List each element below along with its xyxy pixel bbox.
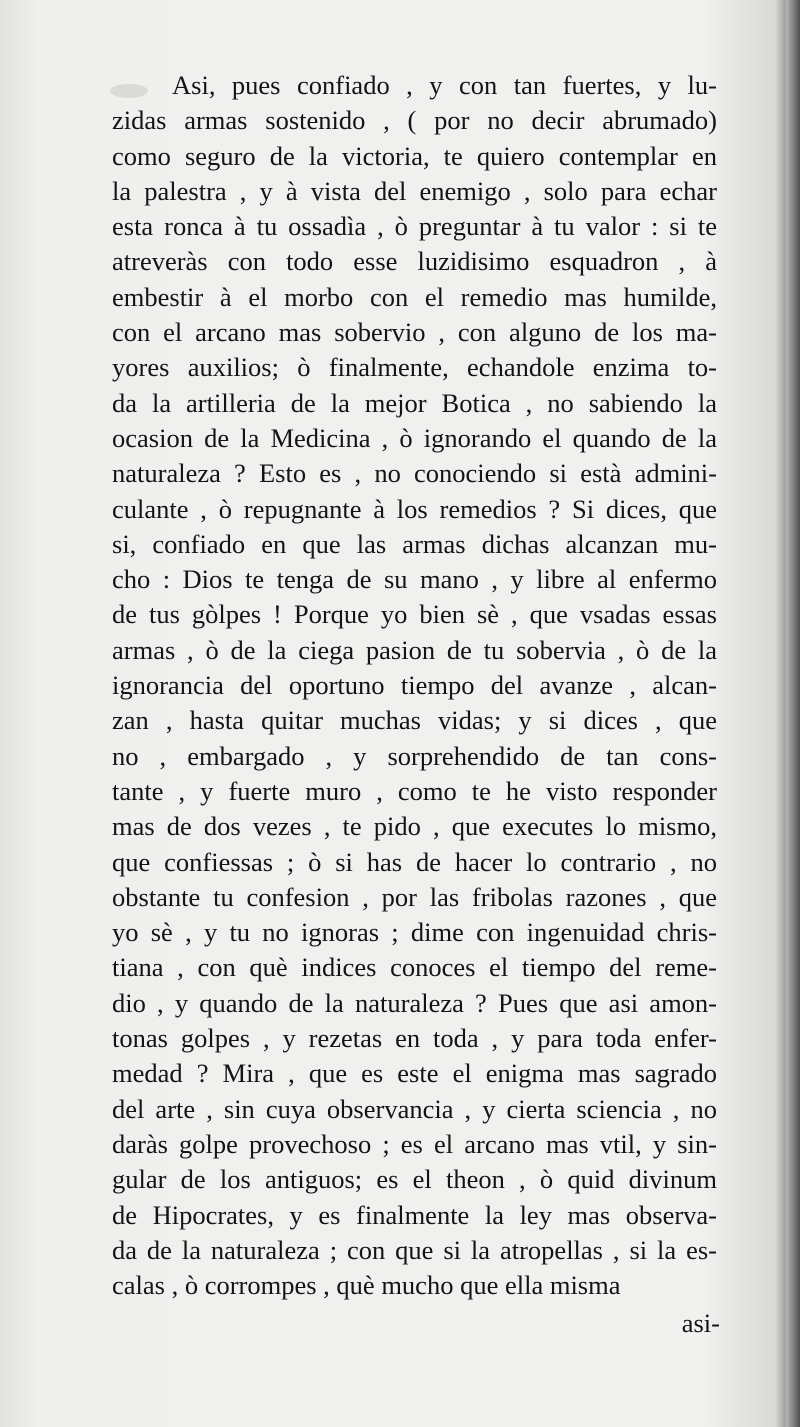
text-line: con el arcano mas sobervio , con alguno de los ma- bbox=[112, 317, 717, 348]
text-line: si, confiado en que las armas dichas alcanzan mu- bbox=[112, 528, 717, 559]
catchword: asi- bbox=[681, 1308, 720, 1338]
text-line: armas , ò de la ciega pasion de tu sobervia , ò de la bbox=[112, 634, 717, 665]
text-line: Asi, pues confiado , y con tan fuertes, y lu- bbox=[172, 70, 717, 100]
text-line: embestir à el morbo con el remedio mas humilde, bbox=[112, 281, 717, 312]
text-line: calas , ò corrompes , què mucho que ella misma bbox=[112, 1270, 621, 1301]
text-line: obstante tu confesion , por las fribolas razones , que bbox=[112, 881, 717, 912]
text-line: mas de dos vezes , te pido , que executes lo mismo, bbox=[112, 811, 717, 842]
text-line: naturaleza ? Esto es , no conociendo si està admini- bbox=[112, 458, 717, 489]
text-line: zidas armas sostenido , ( por no decir abrumado) bbox=[112, 105, 717, 136]
text-line: esta ronca à tu ossadìa , ò preguntar à tu valor : si te bbox=[112, 211, 717, 242]
text-line: ocasion de la Medicina , ò ignorando el quando de la bbox=[112, 422, 717, 453]
text-line: tonas golpes , y rezetas en toda , y para toda enfer- bbox=[112, 1023, 717, 1054]
text-line: yores auxilios; ò finalmente, echandole enzima to- bbox=[112, 352, 717, 383]
text-line: gular de los antiguos; es el theon , ò quid divinum bbox=[112, 1164, 717, 1195]
text-line: da de la naturaleza ; con que si la atropellas , si la es- bbox=[112, 1234, 717, 1265]
body-text bbox=[112, 68, 717, 1303]
text-line: da la artilleria de la mejor Botica , no sabiendo la bbox=[112, 387, 717, 418]
text-line: zan , hasta quitar muchas vidas; y si dices , que bbox=[112, 705, 717, 736]
text-line: la palestra , y à vista del enemigo , solo para echar bbox=[112, 175, 717, 206]
text-line: de Hipocrates, y es finalmente la ley mas observa- bbox=[112, 1199, 717, 1230]
text-line: cho : Dios te tenga de su mano , y libre al enfermo bbox=[112, 564, 717, 595]
text-line: culante , ò repugnante à los remedios ? Si dices, que bbox=[112, 493, 717, 524]
text-line: tiana , con què indices conoces el tiempo del reme- bbox=[112, 952, 717, 983]
text-line: tante , y fuerte muro , como te he visto responder bbox=[112, 775, 717, 806]
text-line: de tus gòlpes ! Porque yo bien sè , que vsadas essas bbox=[112, 599, 717, 630]
text-line: daràs golpe provechoso ; es el arcano mas vtil, y sin- bbox=[112, 1128, 717, 1159]
text-line: medad ? Mira , que es este el enigma mas sagrado bbox=[112, 1058, 717, 1089]
text-line: ignorancia del oportuno tiempo del avanze , alcan- bbox=[112, 670, 717, 701]
text-line: dio , y quando de la naturaleza ? Pues que asi amon- bbox=[112, 987, 717, 1018]
text-line: como seguro de la victoria, te quiero contemplar en bbox=[112, 140, 717, 171]
text-line: del arte , sin cuya observancia , y cierta sciencia , no bbox=[112, 1093, 717, 1124]
book-spine bbox=[786, 0, 800, 1427]
text-line: que confiessas ; ò si has de hacer lo contrario , no bbox=[112, 846, 717, 877]
text-line: no , embargado , y sorprehendido de tan cons- bbox=[112, 740, 717, 771]
text-line: atreveràs con todo esse luzidisimo esquadron , à bbox=[112, 246, 717, 277]
text-line: yo sè , y tu no ignoras ; dime con ingenuidad chris- bbox=[112, 917, 717, 948]
